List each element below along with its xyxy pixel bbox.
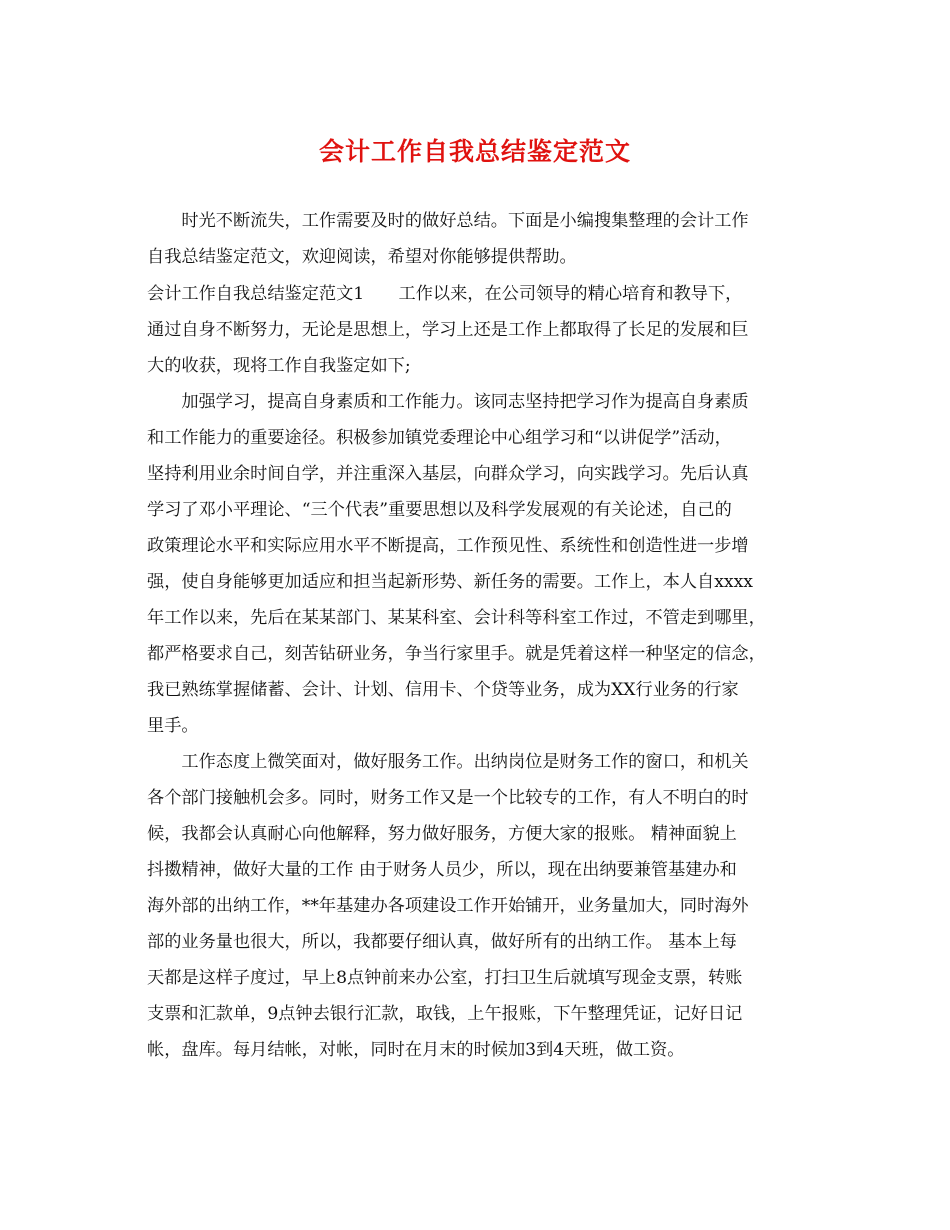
body-line: 时光不断流失，工作需要及时的做好总结。下面是小编搜集整理的会计工作 <box>147 211 749 231</box>
body-line: 年工作以来，先后在某某部门、某某科室、会计科等科室工作过，不管走到哪里， <box>147 608 766 628</box>
body-line: 天都是这样子度过，早上8点钟前来办公室，打扫卫生后就填写现金支票，转账 <box>147 968 743 988</box>
body-line: 加强学习，提高自身素质和工作能力。该同志坚持把学习作为提高自身素质 <box>147 392 749 412</box>
body-line: 帐，盘库。每月结帐，对帐，同时在月末的时候加3到4天班，做工资。 <box>147 1040 685 1060</box>
body-line: 候，我都会认真耐心向他解释，努力做好服务，方便大家的报账。 精神面貌上 <box>147 824 737 844</box>
body-line: 我已熟练掌握储蓄、会计、计划、信用卡、个贷等业务，成为XX行业务的行家 <box>147 680 739 700</box>
body-line: 自我总结鉴定范文，欢迎阅读，希望对你能够提供帮助。 <box>147 247 577 267</box>
body-line: 会计工作自我总结鉴定范文1 工作以来，在公司领导的精心培育和教导下， <box>147 284 743 304</box>
body-line: 抖擞精神，做好大量的工作 由于财务人员少，所以，现在出纳要兼管基建办和 <box>147 860 737 880</box>
body-line: 工作态度上微笑面对，做好服务工作。出纳岗位是财务工作的窗口，和机关 <box>147 752 749 772</box>
body-line: 强，使自身能够更加适应和担当起新形势、新任务的需要。工作上，本人自xxxx <box>147 572 753 592</box>
body-line: 支票和汇款单，9点钟去银行汇款，取钱，上午报账，下午整理凭证，记好日记 <box>147 1004 743 1024</box>
body-line: 里手。 <box>147 716 199 736</box>
body-line: 学习了邓小平理论、“三个代表”重要思想以及科学发展观的有关论述，自己的 <box>147 500 732 520</box>
body-line: 政策理论水平和实际应用水平不断提高，工作预见性、系统性和创造性进一步增 <box>147 536 749 556</box>
body-line: 和工作能力的重要途径。积极参加镇党委理论中心组学习和“以讲促学”活动， <box>147 428 732 448</box>
body-line: 通过自身不断努力，无论是思想上，学习上还是工作上都取得了长足的发展和巨 <box>147 320 749 340</box>
body-line: 海外部的出纳工作，**年基建办各项建设工作开始铺开，业务量加大，同时海外 <box>147 896 749 916</box>
body-line: 都严格要求自己，刻苦钻研业务，争当行家里手。就是凭着这样一种坚定的信念， <box>147 644 766 664</box>
body-line: 大的收获，现将工作自我鉴定如下; <box>147 356 411 376</box>
body-line: 坚持利用业余时间自学，并注重深入基层，向群众学习，向实践学习。先后认真 <box>147 464 749 484</box>
body-line: 各个部门接触机会多。同时，财务工作又是一个比较专的工作，有人不明白的时 <box>147 788 749 808</box>
body-line: 部的业务量也很大，所以，我都要仔细认真，做好所有的出纳工作。 基本上每 <box>147 932 737 952</box>
document-title: 会计工作自我总结鉴定范文 <box>318 137 631 166</box>
